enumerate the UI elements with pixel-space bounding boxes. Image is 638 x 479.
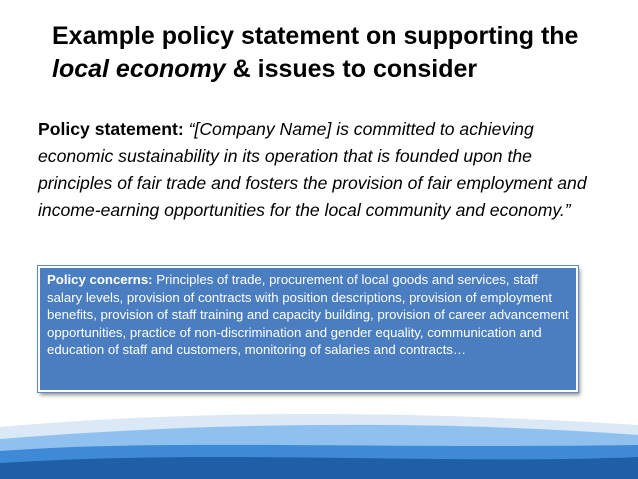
footer-wave-dark bbox=[0, 457, 638, 479]
title-rest: & issues to consider bbox=[225, 55, 478, 83]
policy-concerns-box bbox=[38, 266, 578, 392]
policy-statement-text: “[Company Name] is committed to achieving economic sustainability in its operation that is founded upon the principles of fair trade and fosters the provision of fair employment and income-earning opportunities for the local community and economy.” bbox=[38, 119, 587, 220]
policy-concerns-text: Principles of trade, procurement of local goods and services, staff salary levels, provision of contracts with position descriptions, provision of employment benefits, provision of staff training and capacity building, provision of career advancement opportunities, practice of non-discrimination and gender equality, communication and education of staff and customers, monitoring of salaries and contracts… bbox=[47, 272, 569, 358]
footer-wave-decoration bbox=[0, 405, 638, 479]
title-line-1: Example policy statement on supporting the bbox=[52, 22, 579, 50]
policy-concerns-label: Policy concerns: bbox=[47, 272, 153, 287]
policy-statement bbox=[38, 116, 603, 224]
title-emphasis: local economy bbox=[52, 55, 226, 83]
slide-title bbox=[52, 20, 612, 86]
policy-statement-label: Policy statement: bbox=[38, 119, 184, 139]
